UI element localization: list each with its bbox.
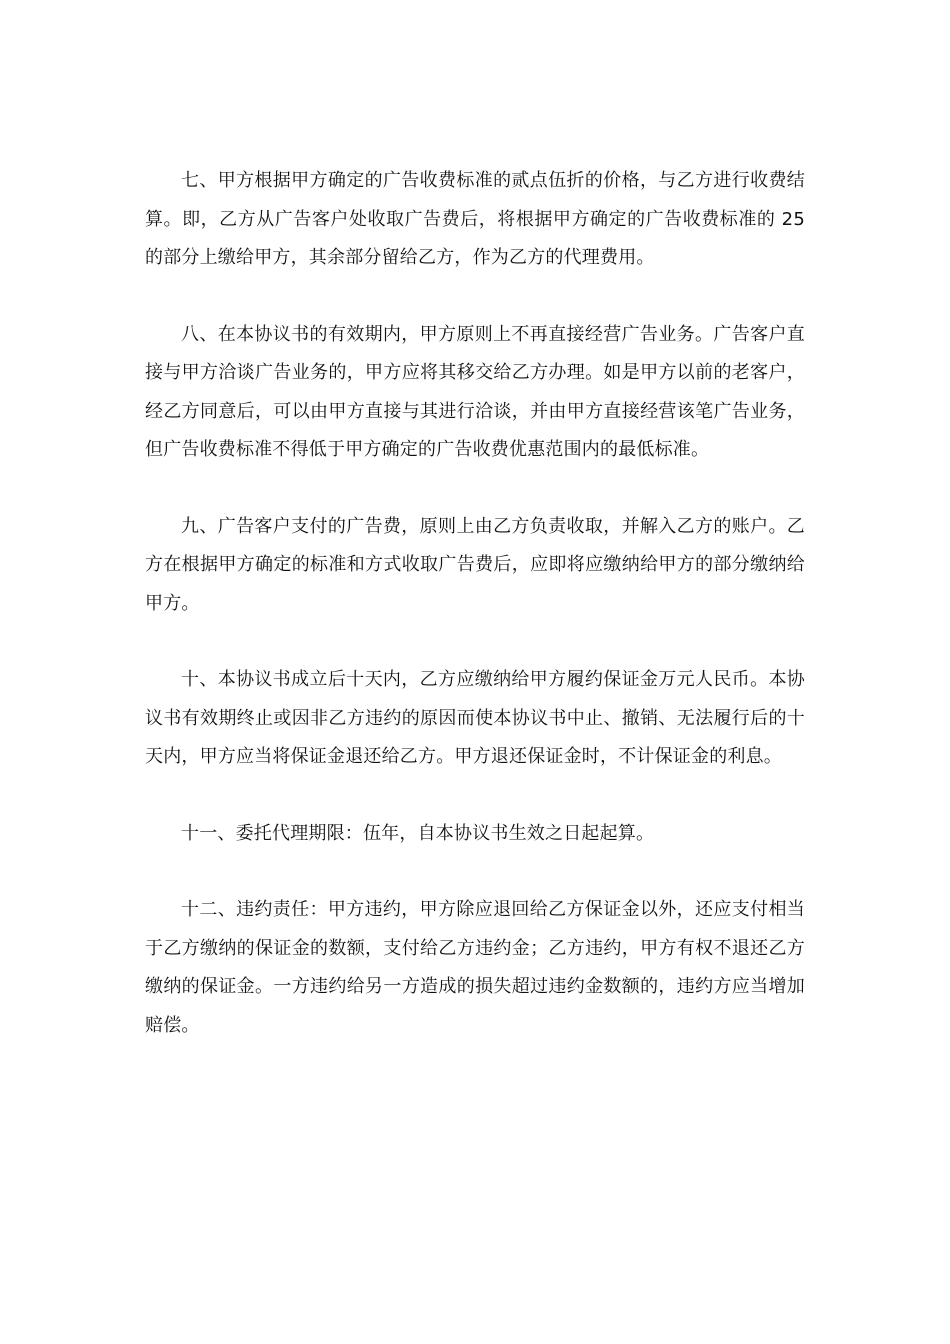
document-body [145,162,805,1045]
clause-twelve: 十二、违约责任：甲方违约，甲方除应退回给乙方保证金以外，还应支付相当于乙方缴纳的保证金的数额，支付给乙方违约金；乙方违约，甲方有权不退还乙方缴纳的保证金。一方违约给另一方造成的损失超过违约金数额的，违约方应当增加赔偿。 [145,899,805,1036]
clause-eleven: 十一、委托代理期限：伍年，自本协议书生效之日起起算。 [181,822,655,844]
clause-ten: 十、本协议书成立后十天内，乙方应缴纳给甲方履约保证金万元人民币。本协议书有效期终止或因非乙方违约的原因而使本协议书中止、撤销、无法履行后的十天内，甲方应当将保证金退还给乙方。甲方退还保证金时，不计保证金的利息。 [145,669,805,767]
clause-seven: 七、甲方根据甲方确定的广告收费标准的贰点伍折的价格，与乙方进行收费结算。即，乙方从广告客户处收取广告费后，将根据甲方确定的广告收费标准的 25 的部分上缴给甲方，其余部分留给乙方，作为乙方的代理费用。 [145,170,805,268]
clause-nine: 九、广告客户支付的广告费，原则上由乙方负责收取，并解入乙方的账户。乙方在根据甲方确定的标准和方式收取广告费后，应即将应缴纳给甲方的部分缴纳给甲方。 [145,515,805,614]
clause-eight: 八、在本协议书的有效期内，甲方原则上不再直接经营广告业务。广告客户直接与甲方洽谈广告业务的，甲方应将其移交给乙方办理。如是甲方以前的老客户，经乙方同意后，可以由甲方直接与其进行洽谈，并由甲方直接经营该笔广告业务，但广告收费标准不得低于甲方确定的广告收费优惠范围内的最低标准。 [145,323,805,460]
